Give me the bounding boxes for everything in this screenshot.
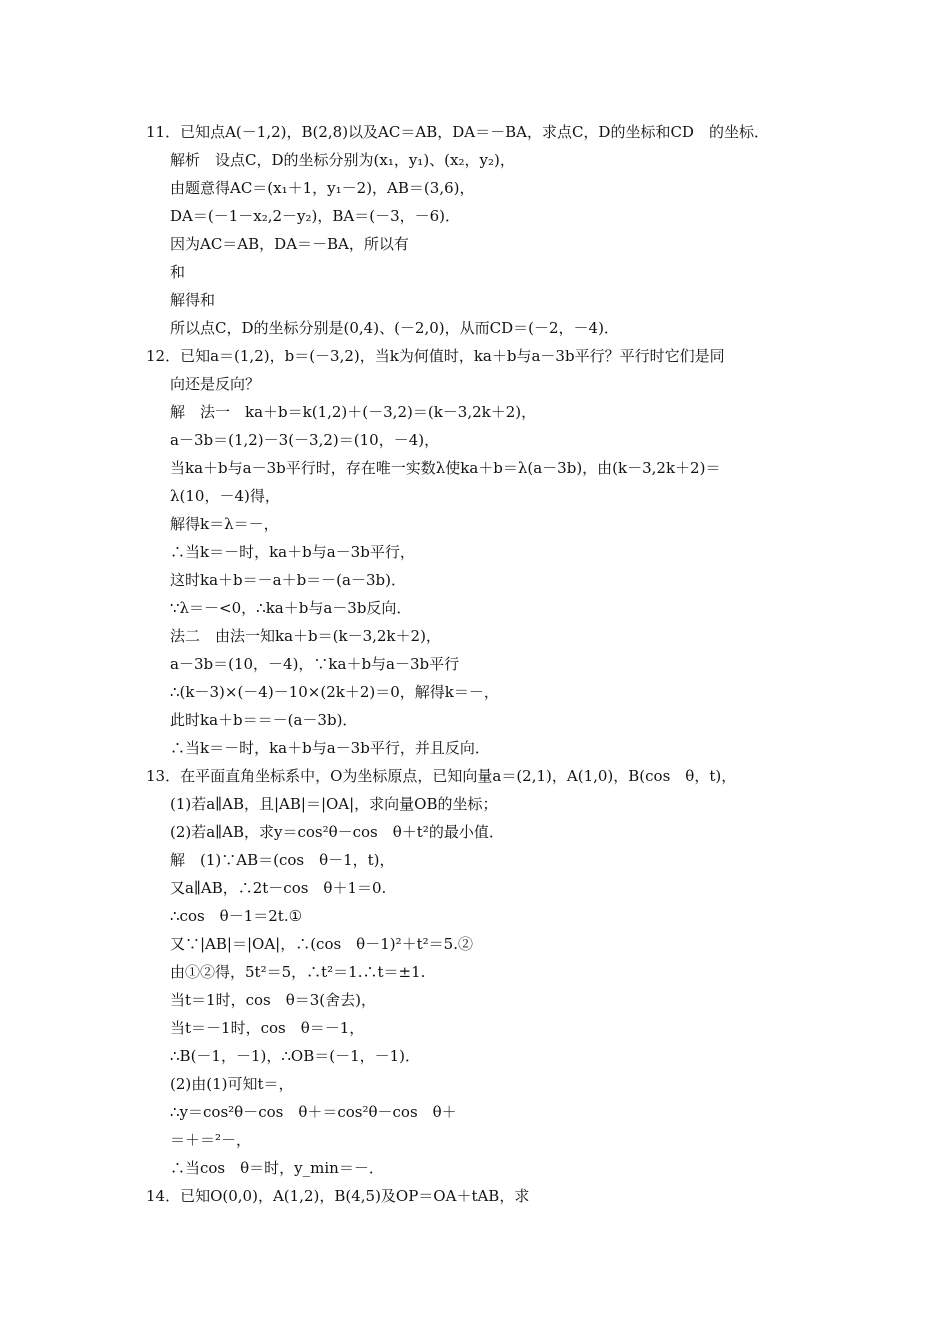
text-line: ＝＋＝²－， <box>170 1131 252 1149</box>
text-line: 又a∥AB，∴2t－cos θ＋1＝0. <box>170 879 387 897</box>
text-line: DA＝(－1－x₂,2－y₂)，BA＝(－3，－6)． <box>170 207 461 225</box>
text-line: 又∵|AB|＝|OA|，∴(cos θ－1)²＋t²＝5.② <box>170 935 473 953</box>
text-line: 这时ka＋b＝－a＋b＝－(a－3b)． <box>170 571 406 589</box>
text-line: 当ka＋b与a－3b平行时，存在唯一实数λ使ka＋b＝λ(a－3b)，由(k－3,2k＋2)＝ <box>170 459 721 477</box>
text-line: (2)若a∥AB，求y＝cos²θ－cos θ＋t²的最小值． <box>170 823 504 841</box>
text-line: 解得和 <box>170 291 216 309</box>
text-line: 所以点C，D的坐标分别是(0,4)、(－2,0)，从而CD＝(－2，－4)． <box>170 319 619 337</box>
problem-11-statement: 11．已知点A(－1,2)，B(2,8)以及AC＝AB，DA＝－BA，求点C，D的坐标和CD 的坐标． <box>146 123 769 141</box>
text-line: ∴y＝cos²θ－cos θ＋＝cos²θ－cos θ＋ <box>170 1103 457 1121</box>
text-line: 由①②得，5t²＝5，∴t²＝1.∴t＝±1. <box>170 963 426 981</box>
text-line: 向还是反向？ <box>170 375 261 393</box>
text-line: 和 <box>170 263 186 281</box>
text-line: ∴B(－1，－1)，∴OB＝(－1，－1)． <box>170 1047 421 1065</box>
text-line: 解得k＝λ＝－， <box>170 515 279 533</box>
text-line: 当t＝－1时，cos θ＝－1， <box>170 1019 365 1037</box>
text-line: (1)若a∥AB，且|AB|＝|OA|，求向量OB的坐标； <box>170 795 498 813</box>
text-line: ∵λ＝－<0，∴ka＋b与a－3b反向． <box>170 599 412 617</box>
text-line: a－3b＝(10，－4)，∵ka＋b与a－3b平行 <box>170 655 460 673</box>
text-line: a－3b＝(1,2)－3(－3,2)＝(10，－4)， <box>170 431 440 449</box>
text-line: 法二 由法一知ka＋b＝(k－3,2k＋2)， <box>170 627 441 645</box>
text-line: 由题意得AC＝(x₁＋1，y₁－2)，AB＝(3,6)， <box>170 179 475 197</box>
text-line: 解析 设点C，D的坐标分别为(x₁，y₁)、(x₂，y₂)， <box>170 151 515 169</box>
text-line: 当t＝1时，cos θ＝3(舍去)， <box>170 991 376 1009</box>
text-line: λ(10，－4)得， <box>170 487 280 505</box>
problem-14-statement: 14．已知O(0,0)，A(1,2)，B(4,5)及OP＝OA＋tAB，求 <box>146 1187 530 1205</box>
text-line: ∴当k＝－时，ka＋b与a－3b平行，并且反向． <box>170 739 490 757</box>
text-line: 解 (1)∵AB＝(cos θ－1，t)， <box>170 851 395 869</box>
text-line: ∴当k＝－时，ka＋b与a－3b平行， <box>170 543 415 561</box>
problem-13-statement: 13．在平面直角坐标系中，O为坐标原点，已知向量a＝(2,1)，A(1,0)，B(cos θ，t)， <box>146 767 737 785</box>
text-line: 解 法一 ka＋b＝k(1,2)＋(－3,2)＝(k－3,2k＋2)， <box>170 403 537 421</box>
text-line: ∴cos θ－1＝2t.① <box>170 907 303 925</box>
problem-12-statement: 12．已知a＝(1,2)，b＝(－3,2)，当k为何值时，ka＋b与a－3b平行？平行时它们是同 <box>146 347 725 365</box>
text-line: (2)由(1)可知t＝， <box>170 1075 294 1093</box>
text-line: 因为AC＝AB，DA＝－BA，所以有 <box>170 235 409 253</box>
text-line: 此时ka＋b＝＝－(a－3b)． <box>170 711 358 729</box>
text-line: ∴(k－3)×(－4)－10×(2k＋2)＝0，解得k＝－， <box>170 683 499 701</box>
text-line: ∴当cos θ＝时，y_min＝－． <box>170 1159 384 1177</box>
